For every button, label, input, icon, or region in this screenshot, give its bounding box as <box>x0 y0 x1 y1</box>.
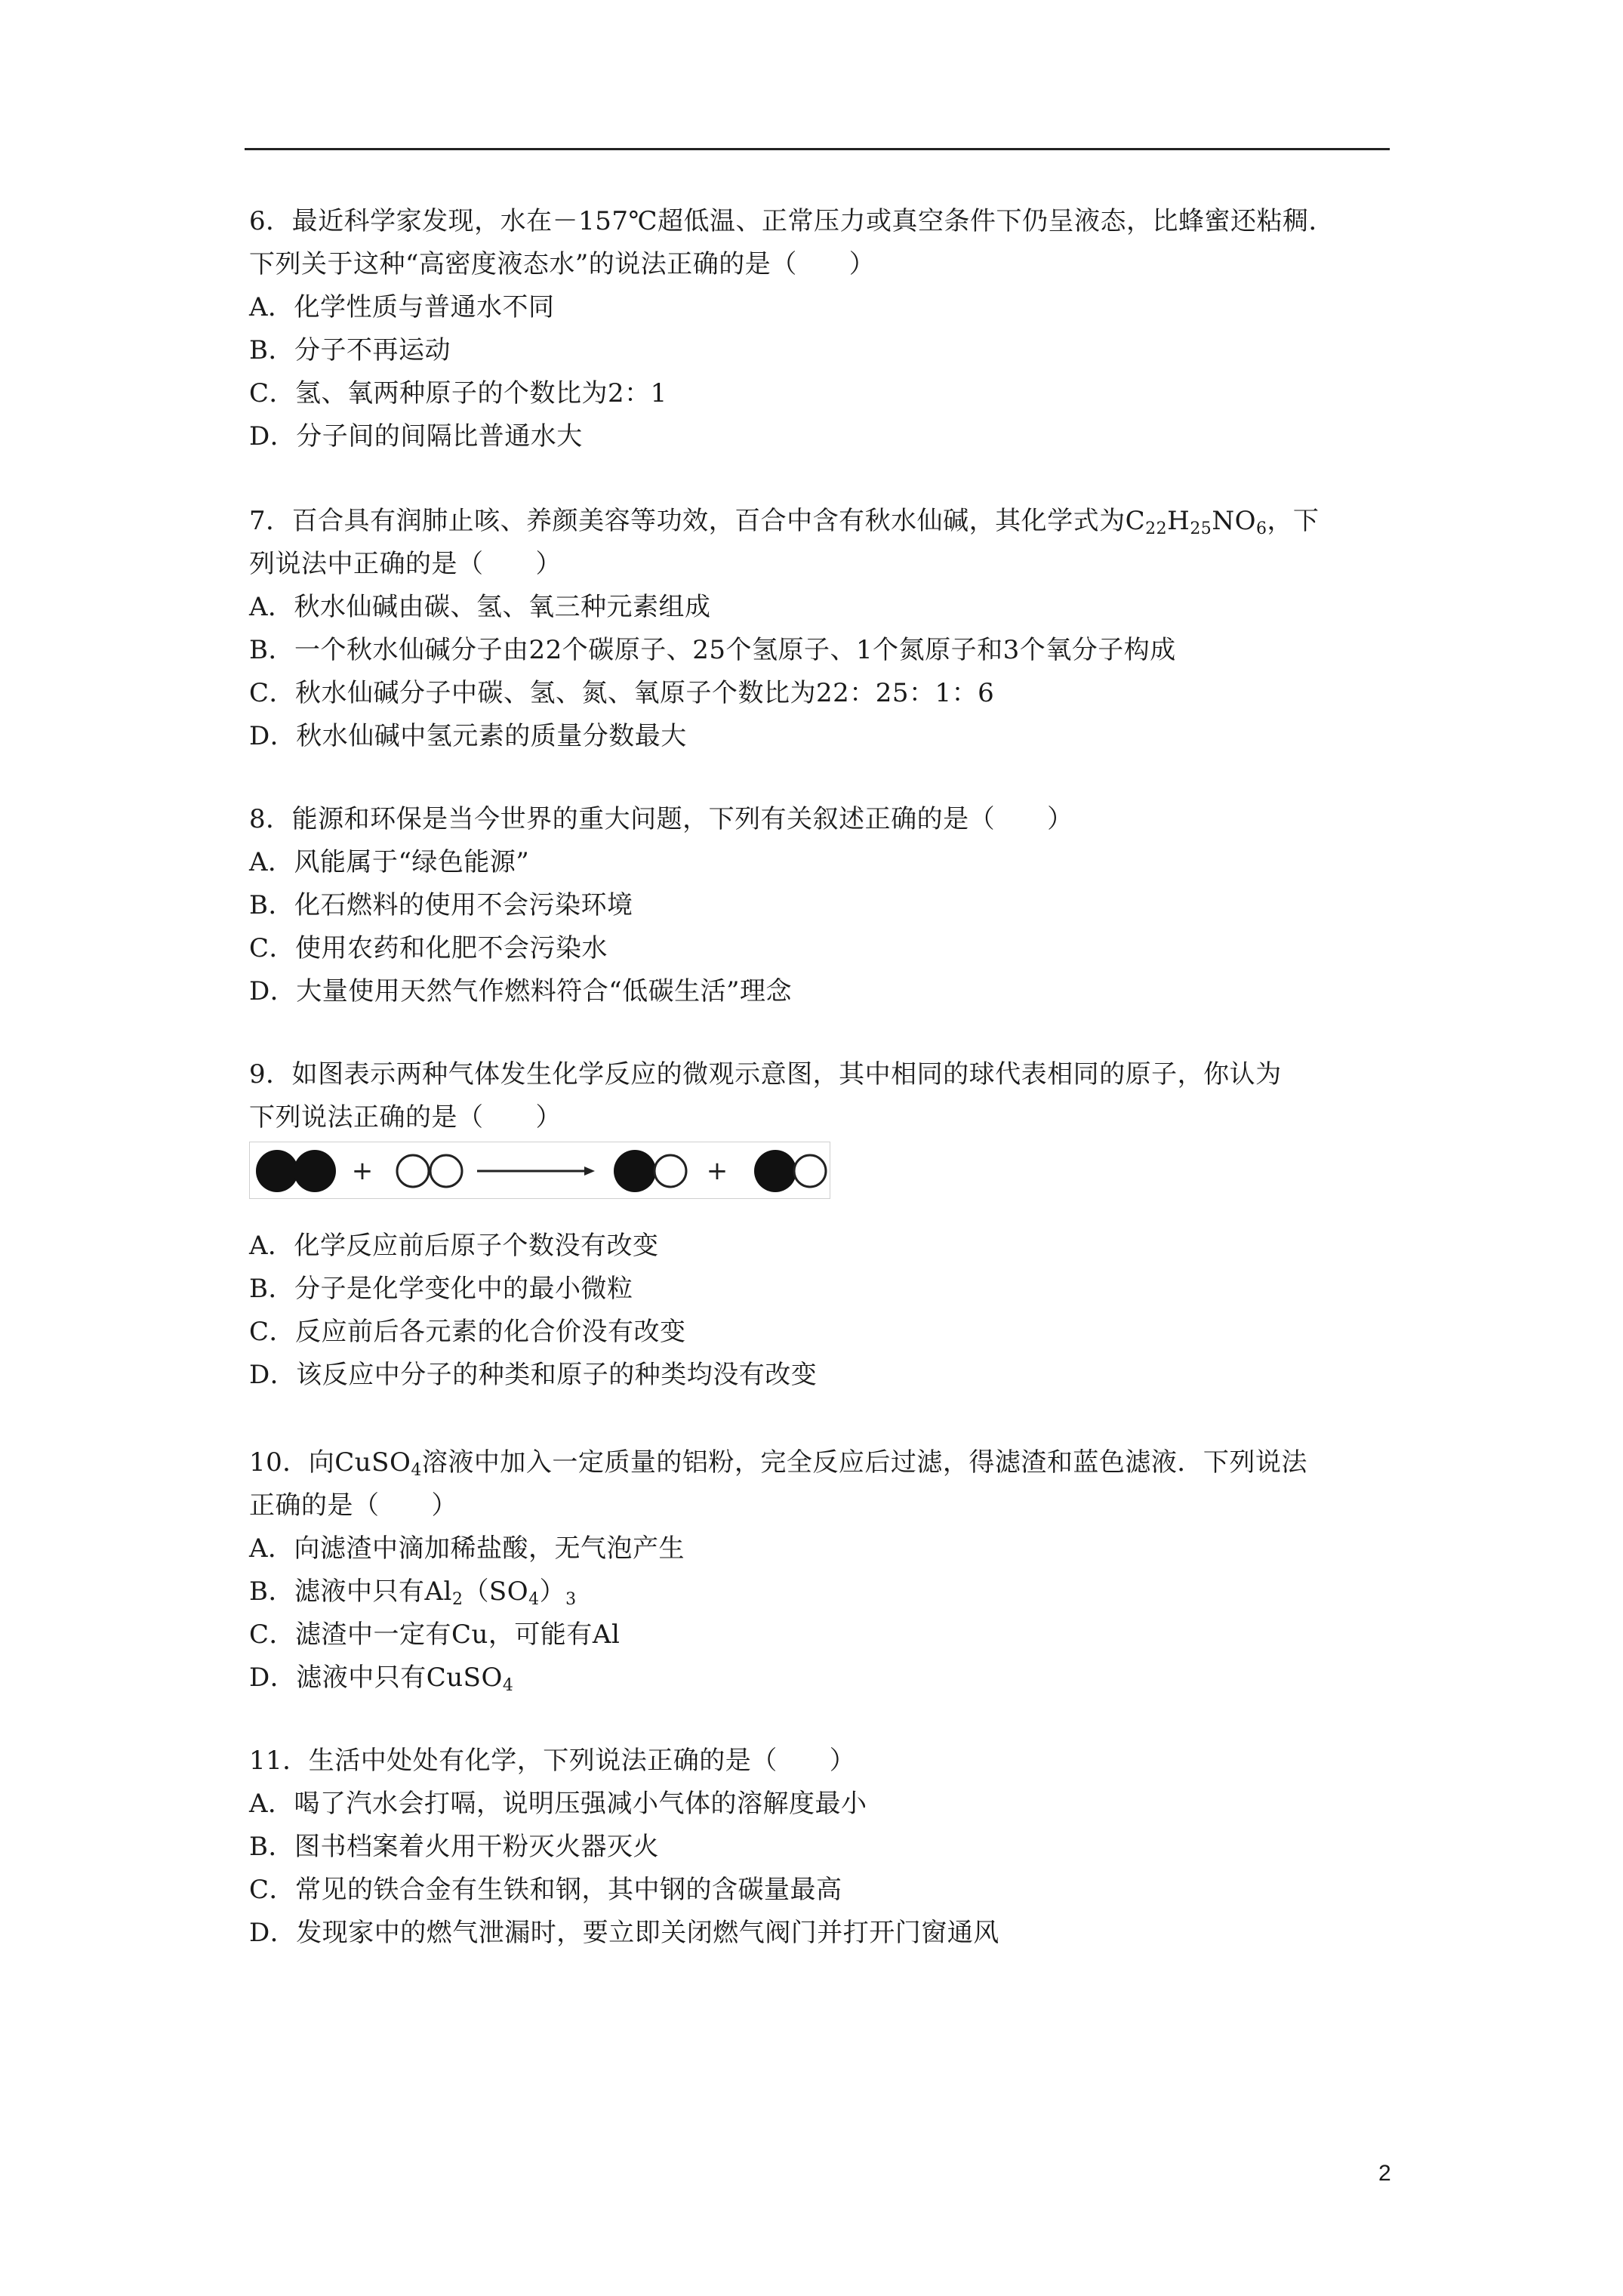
option-a: A．向滤渣中滴加稀盐酸，无气泡产生 <box>249 1533 685 1564</box>
option-d: D．发现家中的燃气泄漏时，要立即关闭燃气阀门并打开门窗通风 <box>249 1918 999 1948</box>
question-stem: 10．向CuSO$_4$溶液中加入一定质量的铝粉，完全反应后过滤，得滤渣和蓝色滤液．下列说法 <box>249 1447 1307 1480</box>
option-b: B．分子是化学变化中的最小微粒 <box>249 1274 633 1304</box>
option-a: A．喝了汽水会打嗝，说明压强减小气体的溶解度最小 <box>249 1789 867 1819</box>
chemical-formula: CuSO$_4$ <box>334 1447 422 1480</box>
option-a: A．化学性质与普通水不同 <box>249 292 555 322</box>
chemical-formula: $C_{22}H_{25}NO_6$ <box>1125 506 1267 538</box>
option-b: B．一个秋水仙碱分子由22个碳原子、25个氢原子、1个氮原子和3个氧分子构成 <box>249 635 1176 665</box>
question-stem: 正确的是（ ） <box>249 1490 457 1521</box>
page-number: 2 <box>1378 2161 1391 2186</box>
question-stem: 8．能源和环保是当今世界的重大问题，下列有关叙述正确的是（ ） <box>249 804 1073 834</box>
chemical-formula: CuSO$_4$ <box>426 1663 514 1695</box>
question-6 <box>249 200 1389 458</box>
option-b: B．滤液中只有$Al_2(SO_4)_3$ <box>249 1576 577 1609</box>
question-stem: 下列关于这种“高密度液态水”的说法正确的是（ ） <box>249 249 876 279</box>
option-b: B．分子不再运动 <box>249 335 451 365</box>
question-stem: 6．最近科学家发现，水在－157℃超低温、正常压力或真空条件下仍呈液态，比蜂蜜还粘稠． <box>249 206 1335 236</box>
option-d: D．该反应中分子的种类和原子的种类均没有改变 <box>249 1360 818 1390</box>
question-11 <box>249 1740 1389 1955</box>
question-8 <box>249 798 1389 1013</box>
molecule-dark-light <box>754 1150 826 1192</box>
question-stem: 列说法中正确的是（ ） <box>249 549 562 579</box>
reaction-diagram <box>249 1142 830 1199</box>
option-c: C．常见的铁合金有生铁和钢，其中钢的含碳量最高 <box>249 1875 842 1905</box>
option-a: A．风能属于“绿色能源” <box>249 847 530 877</box>
option-d: D．大量使用天然气作燃料符合“低碳生活”理念 <box>249 976 793 1006</box>
plus-sign: + <box>706 1156 728 1186</box>
option-a: A．秋水仙碱由碳、氢、氧三种元素组成 <box>249 592 711 622</box>
question-10 <box>249 1441 1389 1700</box>
option-a: A．化学反应前后原子个数没有改变 <box>249 1231 659 1261</box>
question-9-options <box>249 1225 1389 1397</box>
plus-sign: + <box>351 1156 374 1186</box>
option-c: C．氢、氧两种原子的个数比为2：1 <box>249 378 667 408</box>
chemical-formula: $Al_2(SO_4)_3$ <box>424 1576 577 1609</box>
question-stem: 11．生活中处处有化学，下列说法正确的是（ ） <box>249 1746 856 1776</box>
question-stem: 7．百合具有润肺止咳、养颜美容等功效，百合中含有秋水仙碱，其化学式为$C_{22}H_{25}NO_6$，下 <box>249 506 1320 538</box>
option-d: D．滤液中只有CuSO$_4$ <box>249 1663 514 1695</box>
option-d: D．分子间的间隔比普通水大 <box>249 421 583 451</box>
question-stem: 下列说法正确的是（ ） <box>249 1102 562 1133</box>
header-rule <box>245 148 1390 150</box>
option-c: C．反应前后各元素的化合价没有改变 <box>249 1317 686 1347</box>
option-c: C．秋水仙碱分子中碳、氢、氮、氧原子个数比为22：25：1：6 <box>249 678 995 708</box>
option-d: D．秋水仙碱中氢元素的质量分数最大 <box>249 721 687 751</box>
option-b: B．化石燃料的使用不会污染环境 <box>249 890 633 920</box>
question-7 <box>249 500 1389 758</box>
question-stem: 9．如图表示两种气体发生化学反应的微观示意图，其中相同的球代表相同的原子，你认为 <box>249 1059 1282 1089</box>
question-9 <box>249 1053 1389 1139</box>
option-c: C．滤渣中一定有Cu，可能有Al <box>249 1620 621 1650</box>
option-b: B．图书档案着火用干粉灭火器灭火 <box>249 1832 659 1862</box>
option-c: C．使用农药和化肥不会污染水 <box>249 933 608 963</box>
